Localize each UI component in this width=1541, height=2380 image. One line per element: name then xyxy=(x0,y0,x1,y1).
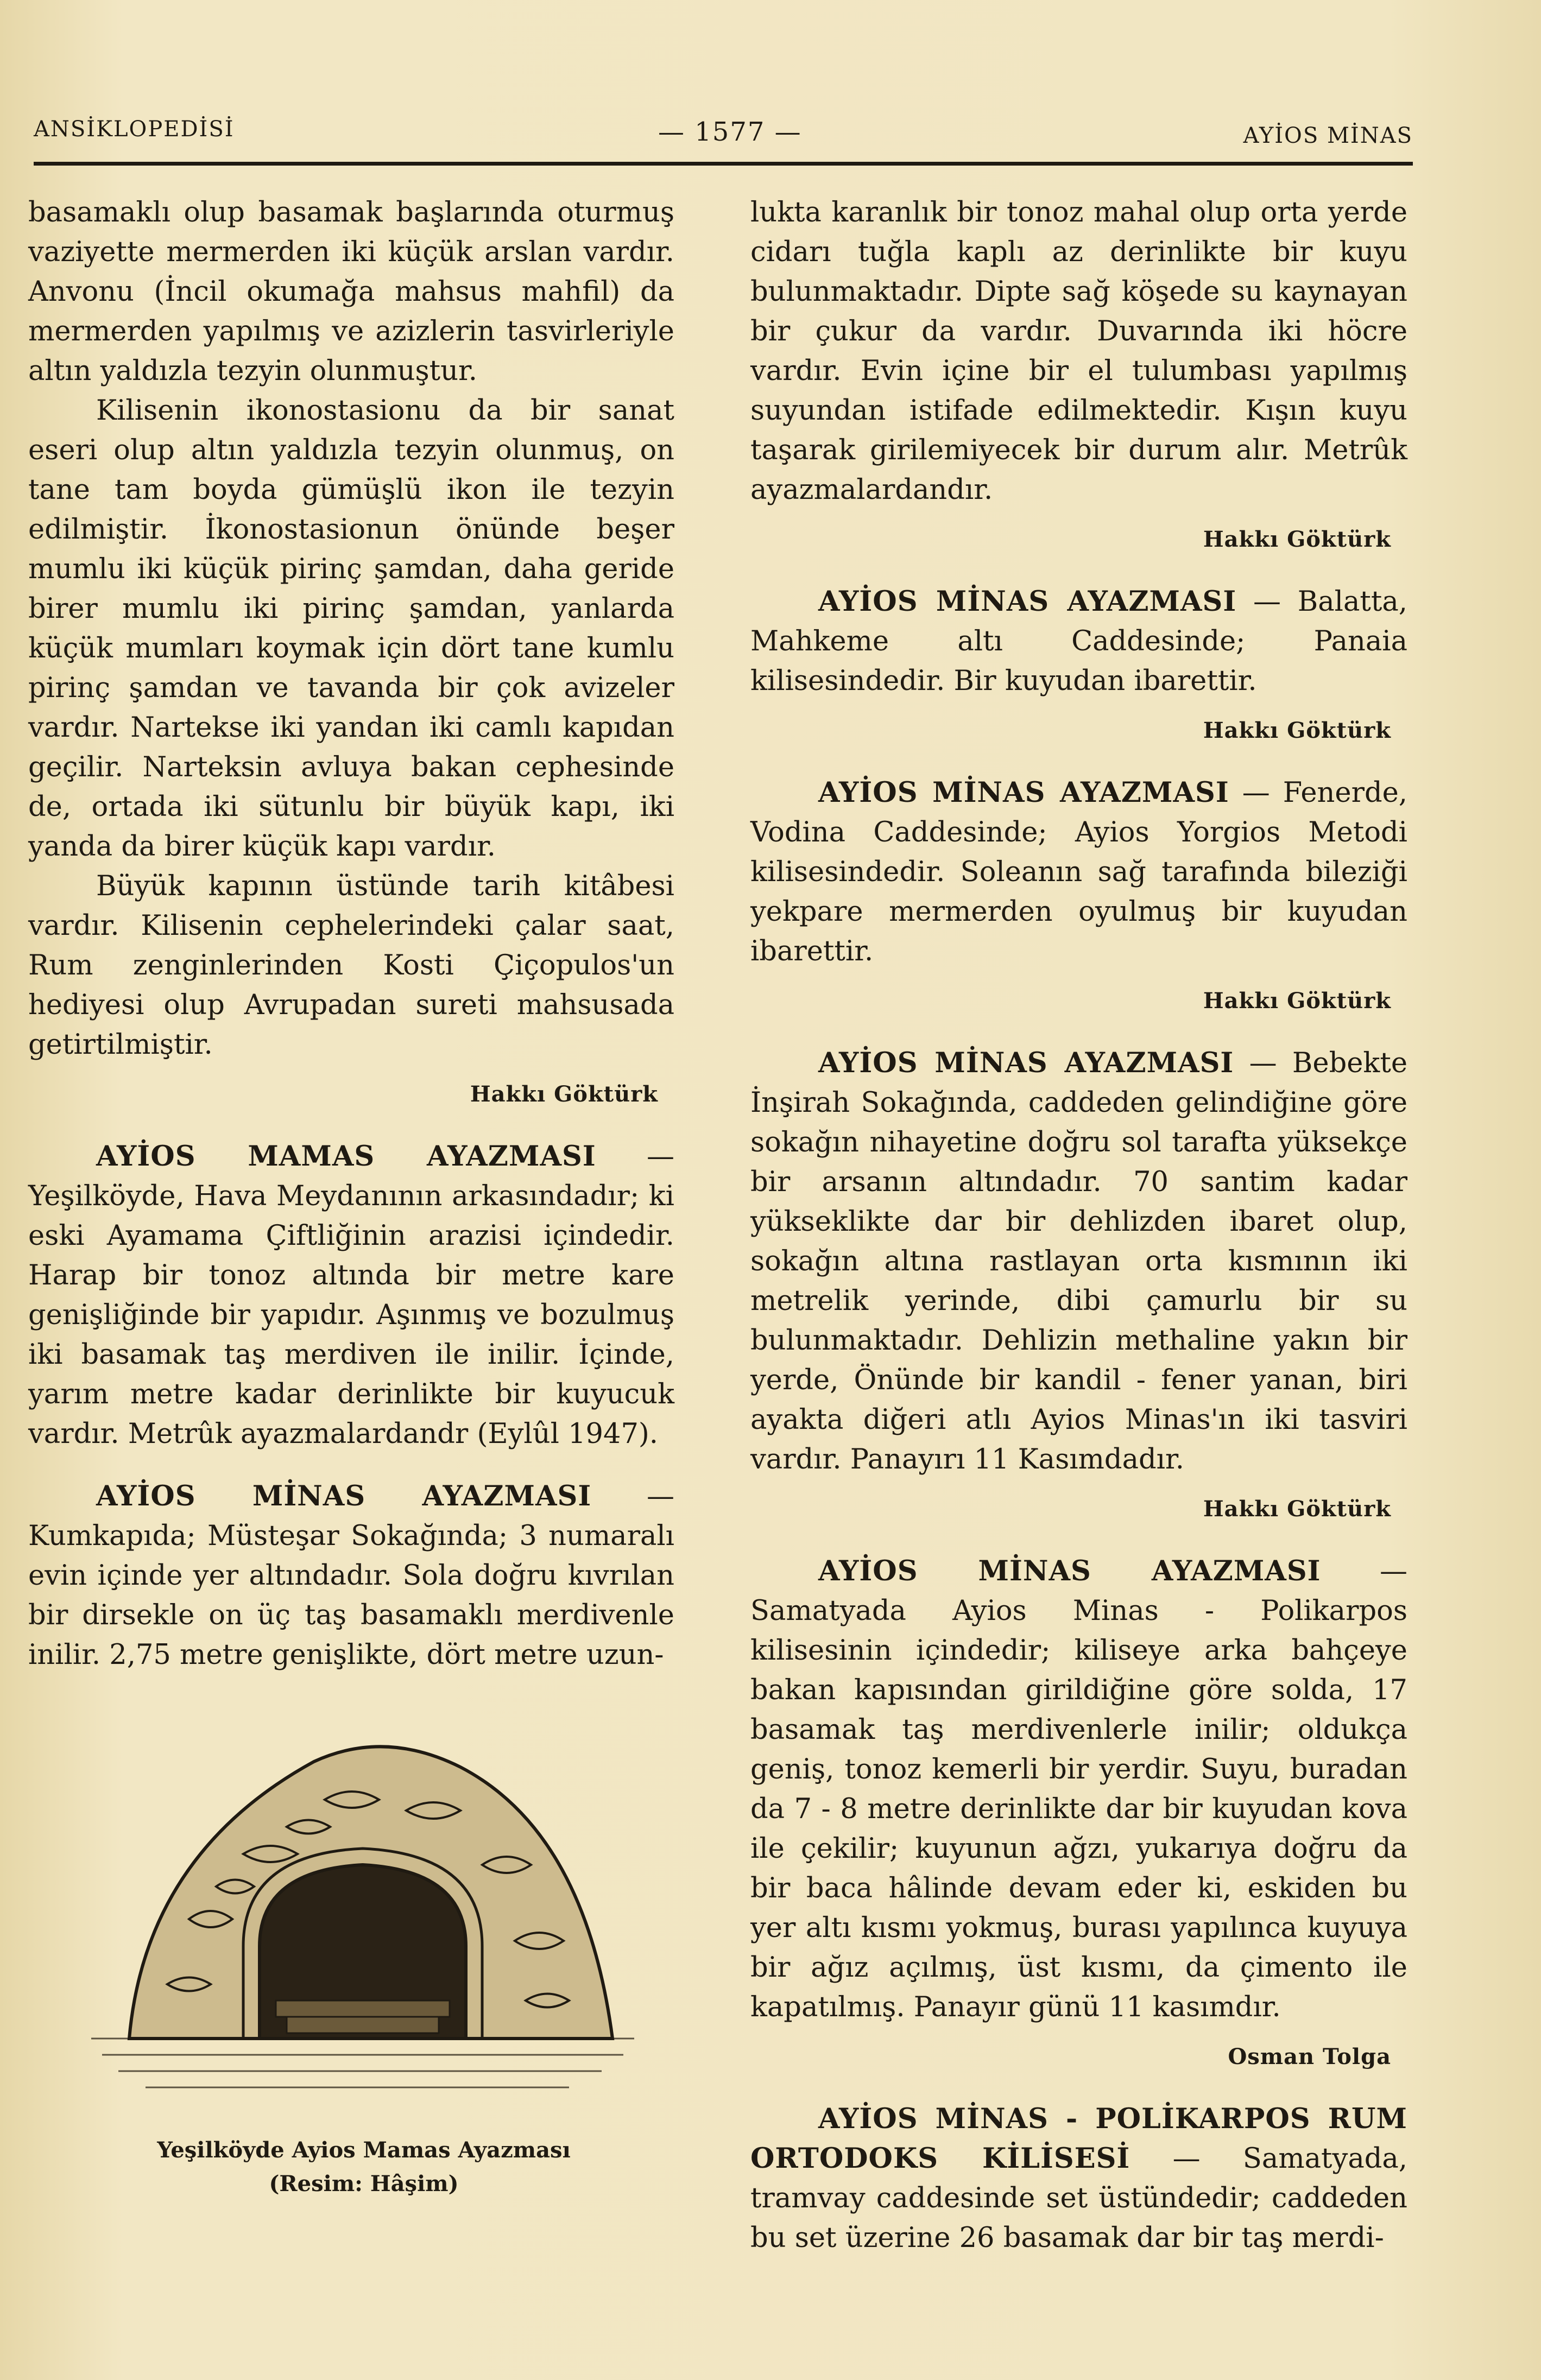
entry-title: AYİOS MİNAS AYAZMASI xyxy=(818,585,1237,618)
entry-text: — Balatta, Mahkeme altı Caddesinde; Panaia kilisesindedir. Bir kuyudan ibarettir. xyxy=(750,586,1407,697)
caption-title: Yeşilköyde Ayios Mamas Ayazması xyxy=(157,2137,571,2163)
entry-ayios-minas-bebek xyxy=(750,1043,1407,1479)
signature: Hakkı Göktürk xyxy=(1203,718,1391,743)
signature: Hakkı Göktürk xyxy=(470,1081,658,1107)
left-column xyxy=(28,193,674,1675)
header-rule xyxy=(34,162,1413,166)
left-paragraph-2: Kilisenin ikonostasionu da bir sanat eseri olup altın yaldızla tezyin olunmuş, on tane tam boyda gümüşlü ikon ile tezyin edilmiştir. İkonostasionun önünde beşer mumlu iki küçük pirinç şamdan, daha geride birer mumlu iki pirinç şamdan, yanlarda küçük mumları koymak için dört tane kumlu pirinç şamdan ve tavanda bir çok avizeler vardır. Nartekse iki yandan iki camlı kapıdan geçilir. Narteksin avluya bakan cephesinde de, ortada iki sütunlu bir büyük kapı, iki yanda da birer küçük kapı vardır. xyxy=(28,395,674,863)
header-right: AYİOS MİNAS xyxy=(1243,123,1413,148)
entry-title: AYİOS MİNAS - POLİKARPOS RUM ORTODOKS KİLİSESİ xyxy=(750,2103,1407,2175)
entry-ayios-minas-samatya xyxy=(750,1552,1407,2027)
caption-credit: (Resim: Hâşim) xyxy=(269,2171,459,2197)
entry-text: — Yeşilköyde, Hava Meydanının arkasındadır; ki eski Ayamama Çiftliğinin arazisi içindedir. Harap bir tonoz altında bir metre kare genişliğinde bir yapıdır. Aşınmış ve bozulmuş iki basamak taş merdiven ile inilir. İçinde, yarım metre kadar derinlikte bir kuyucuk vardır. Metrûk ayazmalardandr (Eylûl 1947). xyxy=(28,1141,674,1450)
left-paragraph-3: Büyük kapının üstünde tarih kitâbesi vardır. Kilisenin cephelerindeki çalar saat, Rum zenginlerinden Kosti Çiçopulos'un hediyesi olup Avrupadan sureti mahsusada getirtilmiştir. xyxy=(28,870,674,1061)
entry-title: AYİOS MİNAS AYAZMASI xyxy=(818,1555,1321,1587)
entry-text: — Samatyada, tramvay caddesinde set üstündedir; caddeden bu set üzerine 26 basamak dar bir taş merdi- xyxy=(750,2143,1407,2254)
entry-title: AYİOS MİNAS AYAZMASI xyxy=(818,776,1229,809)
signature: Hakkı Göktürk xyxy=(1203,988,1391,1014)
entry-ayios-minas-kumkapi xyxy=(28,1477,674,1675)
entry-text: — Samatyada Ayios Minas - Polikarpos kilisesinin içindedir; kiliseye arka bahçeye bakan kapısından girildiğine göre solda, 17 basamak taş merdivenlerle inilir; oldukça geniş, tonoz kemerli bir yerdir. Suyu, buradan da 7 - 8 metre derinlikte dar bir kuyudan kova ile çekilir; kuyunun ağzı, yukarıya doğru da bir baca hâlinde devam eder ki, eskiden bu yer altı kısmı yokmuş, burası yapılınca kuyuya bir ağız açılmış, üst kısmı, da çimento ile kapatılmış. Panayır günü 11 kasımdır. xyxy=(750,1555,1407,2023)
entry-text: — Bebekte İnşirah Sokağında, caddeden gelindiğine göre sokağın nihayetine doğru sol tarafta yüksekçe bir arsanın altındadır. 70 santim kadar yükseklikte dar bir dehlizden ibaret olup, sokağın altına rastlayan orta kısmının iki metrelik yerinde, dibi çamurlu bir su bulunmaktadır. Dehlizin methaline yakın bir yerde, Önünde bir kandil - fener yanan, biri ayakta diğeri atlı Ayios Minas'ın iki tasviri vardır. Panayırı 11 Kasımdadır. xyxy=(750,1047,1407,1476)
entry-ayios-minas-fener xyxy=(750,773,1407,971)
signature: Osman Tolga xyxy=(1228,2044,1391,2069)
figure-caption xyxy=(81,2134,646,2201)
page-number: — 1577 — xyxy=(658,117,802,147)
right-paragraph-1: lukta karanlık bir tonoz mahal olup orta yerde cidarı tuğla kaplı az derinlikte bir kuyu bulunmaktadır. Dipte sağ köşede su kaynayan bir çukur da vardır. Duvarında iki höcre vardır. Evin içine bir el tulumbası yapılmış suyundan istifade edilmektedir. Kışın kuyu taşarak girilemiyecek bir durum alır. Metrûk ayazmalardandır. xyxy=(750,197,1407,506)
entry-text: — Fenerde, Vodina Caddesinde; Ayios Yorgios Metodi kilisesindedir. Soleanın sağ tarafında bileziği yekpare mermerden oyulmuş bir kuyudan ibarettir. xyxy=(750,777,1408,967)
entry-title: AYİOS MAMAS AYAZMASI xyxy=(96,1140,596,1173)
entry-title: AYİOS MİNAS AYAZMASI xyxy=(818,1047,1234,1079)
entry-ayios-mamas xyxy=(28,1137,674,1454)
ayazma-illustration xyxy=(80,1691,645,2115)
header-left: ANSİKLOPEDİSİ xyxy=(34,117,235,142)
page-header xyxy=(34,111,1413,155)
entry-polikarpos-church xyxy=(750,2099,1407,2258)
entry-text: — Kumkapıda; Müsteşar Sokağında; 3 numaralı evin içinde yer altındadır. Sola doğru kıvrılan bir dirsekle on üç taş basamaklı merdivenle inilir. 2,75 metre genişlikte, dört metre uzun- xyxy=(28,1480,674,1671)
right-column xyxy=(750,193,1407,2258)
signature: Hakkı Göktürk xyxy=(1203,527,1391,552)
entry-title: AYİOS MİNAS AYAZMASI xyxy=(96,1480,592,1512)
left-paragraph-1: basamaklı olup basamak başlarında oturmuş vaziyette mermerden iki küçük arslan vardır. Anvonu (İncil okumağa mahsus mahfil) da mermerden yapılmış ve azizlerin tasvirleriyle altın yaldızla tezyin olunmuştur. xyxy=(28,197,674,387)
entry-ayios-minas-balat xyxy=(750,582,1407,701)
signature: Hakkı Göktürk xyxy=(1203,1496,1391,1522)
